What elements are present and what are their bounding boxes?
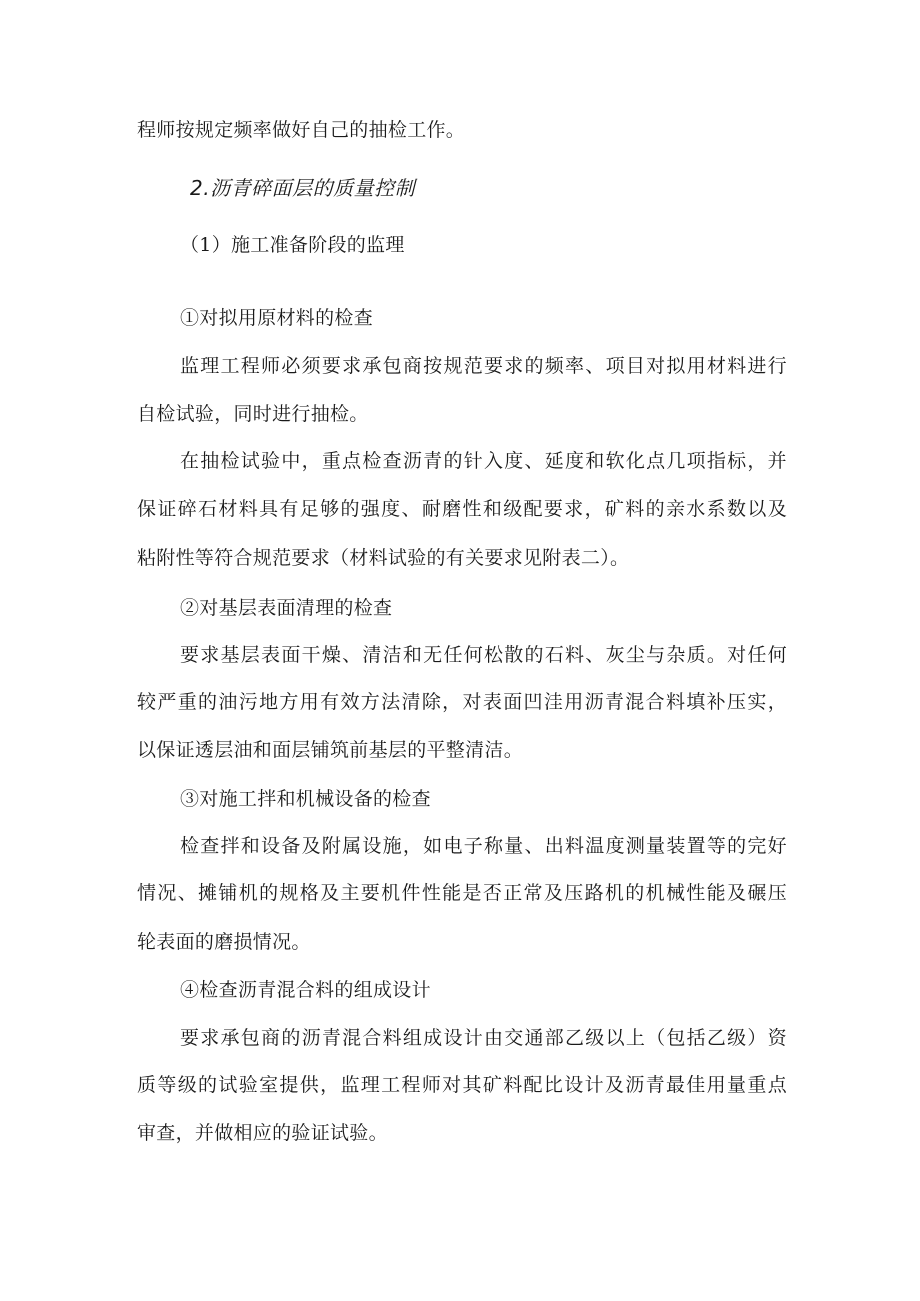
body-line: 监理工程师必须要求承包商按规范要求的频率、项目对拟用材料进行 [180, 355, 787, 377]
body-line: 质等级的试验室提供，监理工程师对其矿料配比设计及沥青最佳用量重点 [137, 1074, 787, 1096]
body-line: 较严重的油污地方用有效方法清除，对表面凹洼用沥青混合料填补压实， [137, 691, 787, 713]
body-line: 自检试验，同时进行抽检。 [137, 403, 369, 425]
body-line: 轮表面的磨损情况。 [137, 931, 311, 953]
body-line: 以保证透层油和面层铺筑前基层的平整清洁。 [137, 739, 524, 761]
body-line: 粘附性等符合规范要求（材料试验的有关要求见附表二）。 [137, 547, 630, 569]
item-heading-2: ②对基层表面清理的检查 [180, 597, 393, 619]
body-line: 保证碎石材料具有足够的强度、耐磨性和级配要求，矿料的亲水系数以及 [137, 498, 787, 520]
section-heading: 2.沥青碎面层的质量控制 [190, 176, 416, 200]
item-heading-4: ④检查沥青混合料的组成设计 [180, 979, 431, 1001]
item-heading-3: ③对施工拌和机械设备的检查 [180, 788, 431, 810]
paragraph-continuation-line: 程师按规定频率做好自己的抽检工作。 [137, 119, 466, 141]
body-line: 要求承包商的沥青混合料组成设计由交通部乙级以上（包括乙级）资 [180, 1027, 787, 1049]
body-line: 检查拌和设备及附属设施，如电子称量、出料温度测量装置等的完好 [180, 835, 787, 857]
body-line: 在抽检试验中，重点检查沥青的针入度、延度和软化点几项指标，并 [180, 450, 787, 472]
body-line: 情况、摊铺机的规格及主要机件性能是否正常及压路机的机械性能及碾压 [137, 882, 787, 904]
subsection-heading: （1）施工准备阶段的监理 [180, 234, 405, 256]
item-heading-1: ①对拟用原材料的检查 [180, 307, 374, 329]
body-line: 审查，并做相应的验证试验。 [137, 1122, 388, 1144]
body-line: 要求基层表面干燥、清洁和无任何松散的石料、灰尘与杂质。对任何 [180, 644, 787, 666]
